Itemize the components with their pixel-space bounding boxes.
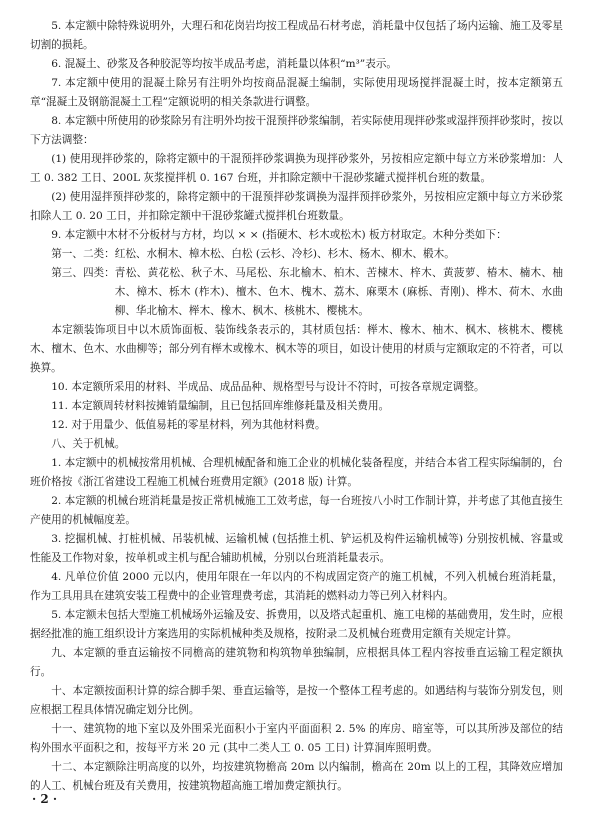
paragraph-8-2: (2) 使用湿拌预拌砂浆的，除将定额中的干混预拌砂浆调换为湿拌预拌砂浆外，另按相应定额中每立方米砂浆扣除人工 0. 20 工日，并扣除定额中干混砂浆罐式搅拌机台班数量。: [30, 191, 563, 222]
wood-class-body: 青松、黄花松、秋子木、马尾松、东北榆木、柏木、苦楝木、梓木、黄菠萝、椿木、楠木、柚木、樟木、栎木 (柞木)、檀木、色木、槐木、荔木、麻栗木 (麻栎、青刚)、桦木、荷木、水曲柳、华北榆木、榉木、橡木、枫木、核桃木、樱桃木。: [114, 267, 563, 317]
wood-class-1-2: [30, 245, 563, 264]
paragraph-6: 6. 混凝土、砂浆及各种胶泥等均按半成品考虑，消耗量以体积“m³”表示。: [51, 58, 398, 70]
machinery-2: 2. 本定额的机械台班消耗量是按正常机械施工工效考虑，每一台班按八小时工作制计算，并考虑了其他直接生产使用的机械幅度差。: [30, 495, 563, 526]
page-body: [30, 17, 563, 796]
section-heading-machinery: 八、关于机械。: [51, 438, 126, 450]
section-10: 十、本定额按面积计算的综合脚手架、垂直运输等，是按一个整体工程考虑的。如遇结构与装饰分别发包，则应根据工程具体情况确定划分比例。: [30, 685, 563, 716]
wood-class-3-4: [30, 264, 563, 321]
paragraph-12: 12. 对于用量少、低值易耗的零星材料，列为其他材料费。: [51, 419, 326, 431]
paragraph-veneer: 本定额装饰项目中以木质饰面板、装饰线条表示的，其材质包括：榉木、橡木、柚木、枫木、核桃木、樱桃木、檀木、色木、水曲柳等；部分列有榉木或橡木、枫木等的项目，如设计使用的材质与定额取定的不符者，可以换算。: [30, 324, 563, 374]
paragraph-11: 11. 本定额周转材料按摊销量编制，且已包括回库维修耗量及相关费用。: [51, 400, 390, 412]
page-number: · 2 ·: [32, 792, 58, 806]
machinery-5: 5. 本定额未包括大型施工机械场外运输及安、拆费用，以及塔式起重机、施工电梯的基础费用，发生时，应根据经批准的施工组织设计方案选用的实际机械种类及规格，按附录二及机械台班费用定额有关规定计算。: [30, 609, 563, 640]
paragraph-10: 10. 本定额所采用的材料、半成品、成品品种、规格型号与设计不符时，可按各章规定调整。: [51, 381, 485, 393]
machinery-3: 3. 挖掘机械、打桩机械、吊装机械、运输机械 (包括推土机、铲运机及构件运输机械等) 分别按机械、容量或性能及工作物对象，按单机或主机与配合辅助机械，分别以台班消耗量表示。: [30, 533, 563, 564]
paragraph-7: 7. 本定额中使用的混凝土除另有注明外均按商品混凝土编制，实际使用现场搅拌混凝土时，按本定额第五章“混凝土及钢筋混凝土工程”定额说明的相关条款进行调整。: [30, 77, 563, 108]
wood-class-head: 第三、四类：: [51, 267, 115, 279]
wood-class-body: 红松、水桐木、樟木松、白松 (云杉、冷杉)、杉木、杨木、柳木、椴木。: [114, 248, 455, 260]
section-12: 十二、本定额除注明高度的以外，均按建筑物檐高 20m 以内编制，檐高在 20m 以上的工程，其降效应增加的人工、机械台班及有关费用，按建筑物超高施工增加费定额执行。: [30, 761, 563, 792]
paragraph-8: 8. 本定额中所使用的砂浆除另有注明外均按干混预拌砂浆编制，若实际使用现拌砂浆或湿拌预拌砂浆时，按以下方法调整：: [30, 115, 563, 146]
machinery-1: 1. 本定额中的机械按常用机械、合理机械配备和施工企业的机械化装备程度，并结合本省工程实际编制的，台班价格按《浙江省建设工程施工机械台班费用定额》(2018 版) 计算。: [30, 457, 563, 488]
wood-class-head: 第一、二类：: [51, 248, 115, 260]
section-9: 九、本定额的垂直运输按不同檐高的建筑物和构筑物单独编制，应根据具体工程内容按垂直运输工程定额执行。: [30, 647, 563, 678]
paragraph-5: 5. 本定额中除特殊说明外，大理石和花岗岩均按工程成品石材考虑，消耗量中仅包括了场内运输、施工及零星切割的损耗。: [30, 20, 563, 51]
machinery-4: 4. 凡单位价值 2000 元以内，使用年限在一年以内的不构成固定资产的施工机械，不列入机械台班消耗量，作为工具用具在建筑安装工程费中的企业管理费考虑，其消耗的燃料动力等已列入材料内。: [30, 571, 563, 602]
paragraph-9: 9. 本定额中木材不分板材与方材，均以 × × (指硬木、杉木或松木) 板方材取定。木种分类如下：: [51, 229, 507, 241]
paragraph-8-1: (1) 使用现拌砂浆的，除将定额中的干混预拌砂浆调换为现拌砂浆外，另按相应定额中每立方米砂浆增加：人工 0. 382 工日、200L 灰浆搅拌机 0. 167 台班，并扣除定额中干混砂浆罐式搅拌机台班的数量。: [30, 153, 563, 184]
section-11: 十一、建筑物的地下室以及外围采光面积小于室内平面面积 2. 5% 的库房、暗室等，可以其所涉及部位的结构外围水平面积之和，按每平方米 20 元 (其中二类人工 0. 05 工日) 计算洞库照明费。: [30, 723, 563, 754]
